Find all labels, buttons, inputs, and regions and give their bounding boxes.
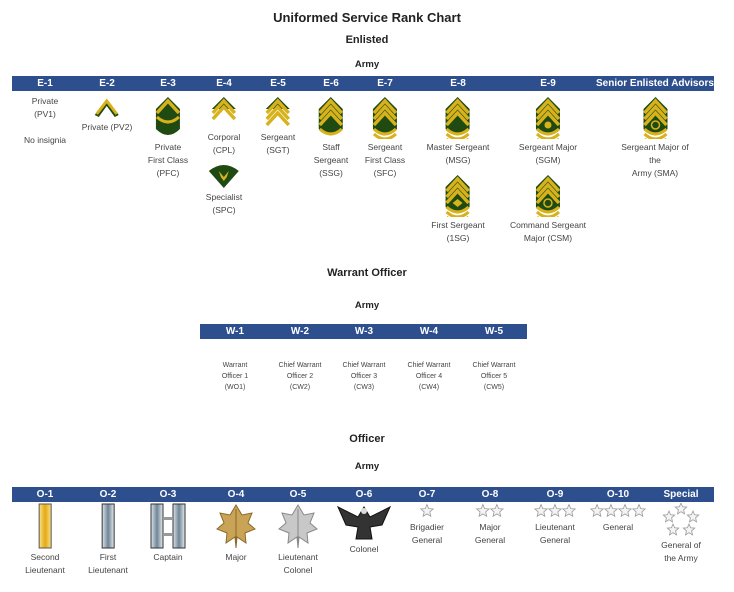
enlisted-grade-senior-enlisted-advisors: Senior Enlisted Advisors: [596, 78, 714, 89]
rank-label: Corporal (CPL): [207, 132, 241, 155]
specialist-icon: [207, 163, 241, 189]
page-title: Uniformed Service Rank Chart: [273, 10, 461, 25]
officer-rank-column: [475, 503, 505, 547]
rank-label: Sergeant Major of the Army (SMA): [621, 142, 689, 178]
chevron-1-icon: [93, 95, 121, 119]
rank-item: [410, 503, 444, 547]
warrant-grade-w-3: W-3: [354, 326, 374, 337]
officer-grade-o-4: O-4: [227, 489, 245, 500]
enlisted-heading: Enlisted: [345, 34, 389, 46]
star-1-icon: [419, 503, 435, 519]
officer-grade-o-6: O-6: [355, 489, 373, 500]
officer-grade-o-5: O-5: [289, 489, 307, 500]
officer-grade-special: Special: [663, 489, 699, 500]
rank-label: Captain: [153, 552, 183, 562]
rank-label: Master Sergeant (MSG): [426, 142, 490, 165]
rank-item: [261, 95, 296, 157]
rank-item: [150, 503, 186, 564]
warrant-grade-w-4: W-4: [419, 326, 439, 337]
officer-rank-column: [589, 503, 647, 534]
chevron-3-rocker2-icon: [371, 95, 399, 139]
rank-label: General: [602, 522, 634, 532]
enlisted-rank-column: [206, 95, 242, 217]
warrant-grade-w-1: W-1: [225, 326, 245, 337]
rank-label: Staff Sergeant (SSG): [313, 142, 349, 178]
rank-item: [374, 342, 614, 393]
officer-grade-o-9: O-9: [546, 489, 564, 500]
rank-item: [278, 503, 318, 577]
enlisted-rank-column: [314, 95, 349, 180]
rank-item: [25, 503, 65, 577]
rank-label: Colonel: [349, 544, 379, 554]
rank-item: [431, 173, 484, 245]
chevron-3-rocker-icon: [317, 95, 345, 139]
rank-label: Chief Warrant Officer 3 (CW3): [342, 362, 386, 391]
rank-item: [206, 163, 242, 217]
rank-item: [314, 95, 349, 180]
rank-label: Lieutenant General: [535, 522, 575, 545]
rank-item: [24, 95, 66, 147]
chevron-3-icon: [264, 95, 292, 129]
rank-label: Warrant Officer 1 (WO1): [221, 362, 249, 391]
rank-label: Major: [225, 552, 247, 562]
rank-item: [589, 503, 647, 534]
rank-item: [427, 95, 490, 167]
rank-label: Private (PV1) No insignia: [23, 96, 67, 145]
enlisted-grade-e-3: E-3: [160, 78, 176, 89]
rank-item: [519, 95, 577, 167]
chevron-1-rocker-icon: [154, 95, 182, 139]
enlisted-grade-e-9: E-9: [540, 78, 556, 89]
star-2-icon: [475, 503, 505, 519]
officer-grade-o-2: O-2: [99, 489, 117, 500]
warrant-grade-w-5: W-5: [484, 326, 504, 337]
rank-label: Specialist (SPC): [205, 192, 243, 215]
enlisted-grade-e-7: E-7: [377, 78, 393, 89]
rank-item: [365, 95, 405, 180]
enlisted-grade-e-2: E-2: [99, 78, 115, 89]
rank-label: Second Lieutenant: [25, 552, 65, 575]
gold-oak-leaf-icon: [216, 503, 256, 549]
officer-rank-column: [25, 503, 65, 577]
enlisted-rank-column: [148, 95, 188, 180]
star-4-icon: [589, 503, 647, 519]
rank-label: Command Sergeant Major (CSM): [509, 220, 587, 243]
rank-label: Chief Warrant Officer 5 (CW5): [472, 362, 516, 391]
officer-rank-column: [410, 503, 444, 547]
warrant-rank-column: [374, 342, 614, 393]
officer-rank-column: [216, 503, 256, 564]
first-sergeant-icon: [444, 173, 472, 217]
officer-heading: Officer: [349, 433, 385, 445]
enlisted-grade-e-6: E-6: [323, 78, 339, 89]
officer-grade-o-7: O-7: [418, 489, 436, 500]
warrant-grade-w-2: W-2: [290, 326, 310, 337]
warrant-heading: Warrant Officer: [327, 267, 407, 279]
rank-item: [661, 503, 701, 565]
eagle-icon: [336, 503, 392, 541]
officer-rank-column: [150, 503, 186, 564]
officer-rank-column: [533, 503, 577, 547]
star-5-icon: [661, 503, 701, 537]
rank-item: [216, 503, 256, 564]
chevron-3-rocker3-icon: [444, 95, 472, 139]
rank-label: First Lieutenant: [88, 552, 128, 575]
silver-bar-icon: [101, 503, 115, 549]
officer-branch: Army: [354, 461, 380, 472]
officer-grade-bar: [12, 487, 714, 502]
officer-rank-column: [278, 503, 318, 577]
rank-label: Sergeant (SGT): [260, 132, 296, 155]
enlisted-grade-e-8: E-8: [450, 78, 466, 89]
chevron-2-icon: [210, 95, 238, 129]
rank-item: [510, 173, 586, 245]
enlisted-grade-bar: [12, 76, 714, 91]
enlisted-grade-e-4: E-4: [216, 78, 232, 89]
rank-label: Private (PV2): [81, 122, 133, 132]
silver-oak-leaf-icon: [278, 503, 318, 549]
officer-grade-o-1: O-1: [36, 489, 54, 500]
rank-label: Brigadier General: [409, 522, 445, 545]
rank-item: [88, 503, 128, 577]
rank-label: Sergeant First Class (SFC): [364, 142, 406, 178]
officer-rank-column: [336, 503, 392, 556]
enlisted-grade-e-1: E-1: [37, 78, 53, 89]
cw5-bar-icon: [374, 342, 614, 358]
officer-rank-column: [88, 503, 128, 577]
officer-rank-column: [661, 503, 701, 565]
enlisted-branch: Army: [354, 59, 380, 70]
rank-label: Private First Class (PFC): [147, 142, 189, 178]
rank-label: Chief Warrant Officer 4 (CW4): [407, 362, 451, 391]
officer-grade-o-3: O-3: [159, 489, 177, 500]
star-3-icon: [533, 503, 577, 519]
rank-label: Lieutenant Colonel: [278, 552, 318, 575]
command-sergeant-major-icon: [534, 173, 562, 217]
double-silver-bar-icon: [150, 503, 186, 549]
rank-item: [616, 95, 695, 180]
rank-item: [533, 503, 577, 547]
warrant-grade-bar: [200, 324, 527, 339]
rank-label: Chief Warrant Officer 2 (CW2): [278, 362, 322, 391]
officer-grade-o-8: O-8: [481, 489, 499, 500]
enlisted-rank-column: [261, 95, 296, 157]
rank-label: Sergeant Major (SGM): [518, 142, 578, 165]
enlisted-grade-e-5: E-5: [270, 78, 286, 89]
enlisted-rank-column: [427, 95, 490, 245]
enlisted-rank-column: [365, 95, 405, 180]
enlisted-rank-column: [616, 95, 695, 180]
rank-label: First Sergeant (1SG): [431, 220, 485, 243]
warrant-branch: Army: [354, 300, 380, 311]
rank-item: [475, 503, 505, 547]
enlisted-rank-column: [24, 95, 66, 147]
enlisted-rank-column: [510, 95, 586, 245]
officer-grade-o-10: O-10: [606, 489, 630, 500]
sergeant-major-icon: [534, 95, 562, 139]
enlisted-rank-column: [82, 95, 133, 134]
rank-item: [82, 95, 133, 134]
rank-label: General of the Army: [661, 540, 701, 563]
gold-bar-icon: [38, 503, 52, 549]
rank-item: [336, 503, 392, 556]
rank-label: Major General: [474, 522, 506, 545]
rank-item: [148, 95, 188, 180]
sma-icon: [641, 95, 669, 139]
rank-item: [208, 95, 241, 157]
